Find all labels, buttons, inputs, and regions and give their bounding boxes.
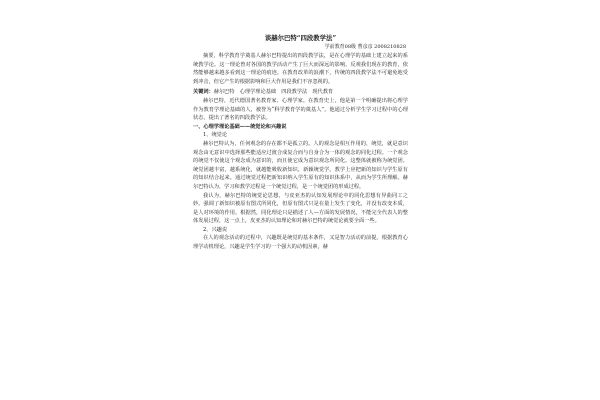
document-title: 谈赫尔巴特“四段教学法” bbox=[264, 34, 337, 42]
body-paragraph-1: 赫尔巴特认为，任何观念的存在都不是孤立的。人的观念是相互作用的，统觉，就是意识观念由无意识中选择那些能适应过渡合成复合而与自身合为一体的观念的同化过程。一个观念的统觉不仅使这个观念成为意识的，而且使它成为意识观念所同化。这整体就被称为统觉团。统觉团越丰富，越系统化，就越能吸收新知识，新颖统觉学。教学上应把新的知识与学生原有的知识结合起来。通过统觉过程把新知识纳入学生原有的知识体系中，从而为学生所理解。赫尔巴特认为，学习和教学过程是一个统觉过程，是一个统觉团的形成过程。 bbox=[193, 140, 408, 190]
keywords-text: 赫尔巴特 心理学理论基础 四段教学法 现代教育 bbox=[213, 89, 334, 96]
section-heading-1: 一、心理学理论基础——统觉论和兴趣说 bbox=[193, 123, 287, 130]
body-paragraph-3: 在人的观念活动的过程中，兴趣既是统觉的基本条件，又是智力活动的前提。根据教育心理学动机理论，兴趣是学生学习的一个强大的动机因素，赫 bbox=[193, 235, 408, 251]
subsection-heading-2: 2、兴趣说 bbox=[203, 226, 228, 233]
abstract-paragraph: 摘要，科学教育学奠基人赫尔巴特提出的四段教学法，是在心理学的基础上建立起来的系统教学论。这一理论曾对各国的教学活动产生了巨大而深远的影响。反观我们现在的教育，依然能够越来越多看到这一理论的痕迹。在教育改革的浪潮下，传统的四段教学法不可避免地受到冲击，但它产生的根据影响和巨大作用是我们不容忽视的。 bbox=[193, 53, 408, 85]
author-line: 学前教育08级 曹彦彦 2008210828 bbox=[324, 44, 406, 50]
keywords-line bbox=[193, 88, 408, 97]
body-paragraph-2: 我认为，赫尔巴特的统觉论思想，与皮亚杰的认知发展理论中的同化思想有异曲同工之妙。强调了新知识被原有图式所同化，但原有图式只是在量上发生了变化，并没有改变本质，是人对环境的作用。根据然，同化理论只是描述了人—方面的发展情况，不能完全代表人的整体发展过程，这一点上，皮亚杰的认知理论和对赫尔巴特的统觉论就要全面一些。 bbox=[193, 192, 408, 225]
intro-paragraph: 赫尔巴特，近代德国著名教育家、心理学家。在教育史上，他是第一个明确提出将心理学作为教育学理论基础的人，被誉为“科学教育学的奠基人”。他通过分析学生学习过程中的心理状态，提出了著名的四段教学法。 bbox=[193, 97, 408, 122]
subsection-heading-1: 1、统觉论 bbox=[203, 132, 228, 139]
keywords-label: 关键词： bbox=[193, 89, 214, 96]
document-page bbox=[193, 34, 408, 396]
